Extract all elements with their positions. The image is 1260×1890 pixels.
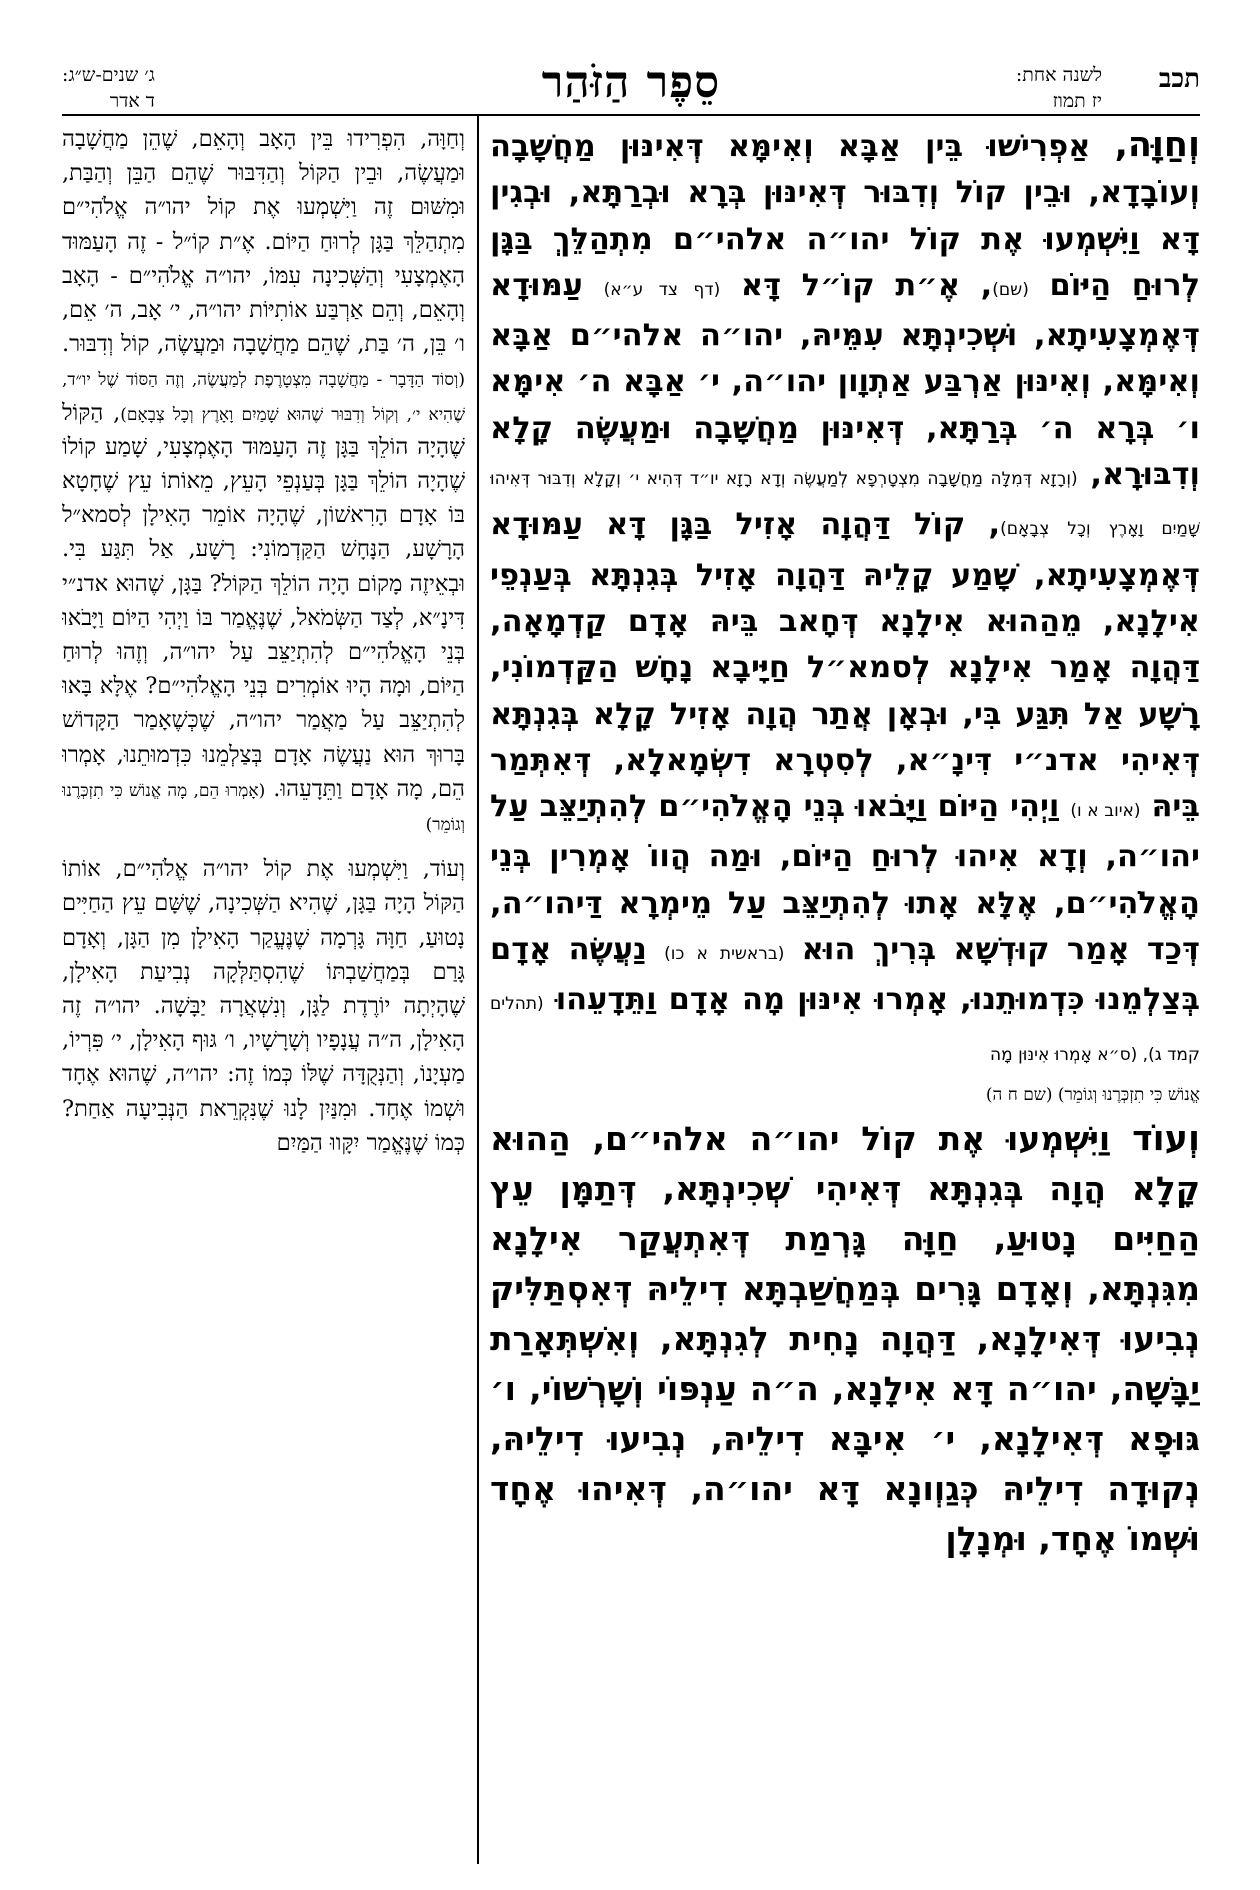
verse-reference: (שם ח ה) — [985, 1084, 1053, 1105]
variant-reading: , (ס״א אָמְרוּ אִינּוּן מָה — [990, 1044, 1149, 1065]
schedule-one-year-date: יז תמוז — [1052, 90, 1102, 112]
aramaic-paragraph-1 — [490, 122, 1200, 1078]
translation-paragraph-2 — [62, 852, 465, 1160]
verse-reference: (בראשית א כו) — [664, 944, 785, 965]
verse-reference: (תהלים קמד ג) — [490, 994, 1200, 1065]
text-span: נַעֲשֶׂה אָדָם בְּצַלְמֵנוּ כִּדְמוּתֵנוּ, אָמְרוּ אִינּוּן מָה אָדָם וַתֵּדָעֵהוּ — [490, 932, 1200, 1018]
book-title: סֵפֶר הַזֹּהַר — [541, 57, 721, 108]
variant-reading-continuation — [490, 1082, 1200, 1108]
paragraph-lead-word: וְעוֹד — [1132, 1118, 1200, 1159]
text-span: אַפְרִישׁוּ בֵּין אַבָּא וְאִימָּא דְּאִינּוּן מַחֲשָׁבָה וְעוֹבָדָא, וּבֵין קוֹל וְדִבּוּר דְּאִינּוּן בְּרָא וּבְרַתָּא, וּבְגִין דָּא וַיִּשְׁמְעוּ אֶת קוֹל יהו״ה אלהי״ם מִתְהַלֵּךְ בַּגָּן לְרוּחַ הַיּוֹם — [490, 129, 1200, 303]
text-span: וְעוֹד, וַיִּשְׁמְעוּ אֶת קוֹל יהו״ה אֱלֹהִי״ם, אוֹתוֹ הַקּוֹל הָיָה בַּגָּן, שֶׁהִיא הַשְּׁכִינָה, שֶׁשָּׁם עֵץ הַחַיִּים נָטוּעַ, חַוָּה גָּרְמָה שֶׁנֶּעֱקַר הָאִילָן מִן הַגָּן, וְאָדָם גָּרַם בְּמַחֲשַׁבְתּוֹ שֶׁהִסְתַּלְּקָה נְבִיעַת הָאִילָן, שֶׁהָיְתָה יוֹרֶדֶת לַגָּן, וְנִשְׁאֲרָה יַבָּשָׁה. יהו״ה זֶה הָאִילָן, ה״ה עֲנָפָיו וְשָׁרָשָׁיו, ו׳ גּוּף הָאִילָן, י׳ פִּרְיוֹ, מַעְיָנוֹ, וְהַנְּקֻדָּה שֶׁלּוֹ כְּמוֹ זֶה: יהו״ה, שֶׁהוּא אֶחָד וּשְׁמוֹ אֶחָד. וּמִנַּיִן לָנוּ שֶׁנִּקְרֵאת הַנְּבִיעָה אַחַת? כְּמוֹ שֶׁנֶּאֱמַר יִקָּווּ הַמַּיִם — [62, 856, 465, 1156]
translation-paragraph-1 — [62, 122, 465, 840]
schedule-three-years-date: ד אדר — [109, 90, 155, 112]
verse-reference: (שם) — [992, 279, 1029, 300]
schedule-three-years-label: ג׳ שנים-ש״ג: — [62, 64, 155, 86]
page-reference: (דף צד ע״א) — [603, 279, 721, 300]
schedule-one-year-label: לשנה אחת: — [1015, 64, 1102, 86]
page-header — [62, 56, 1200, 114]
text-span: וַיִּשְׁמְעוּ אֶת קוֹל יהו״ה אלהי״ם, הַהוּא קָלָא הֲוָה בְּגִנְתָּא דְּאִיהִי שְׁכִינְתָּא, דְּתַמָּן עֵץ הַחַיִּים נָטוּעַ, חַוָּה גָּרְמַת דְּאִתְעֲקַר אִילָנָא מִגִּנְתָּא, וְאָדָם גָּרִים בְּמַחֲשַׁבְתָּא דִילֵיהּ דְּאִסְתַּלִּיק נְבִיעוּ דְּאִילָנָא, דַּהֲוָה נָחִית לְגִנְתָּא, וְאִשְׁתְּאָרַת יַבָּשָׁה, יהו״ה דָּא אִילָנָא, ה״ה עַנְפּוֹי וְשָׁרְשׁוֹי, ו׳ גּוּפָא דְּאִילָנָא, י׳ אִיבָּא דִילֵיהּ, נְבִיעוּ דִילֵיהּ, נְקוּדָה דִילֵיהּ כְּגַוְונָא דָּא יהו״ה, דְּאִיהוּ אֶחָד וּשְׁמוֹ אֶחָד, וּמְנָלָן — [490, 1118, 1200, 1558]
page-number: תכב — [1158, 64, 1200, 94]
variant-text: אֱנוֹשׁ כִּי תִזְכְּרֶנוּ וְגוֹמֵר) — [1057, 1084, 1200, 1105]
header-divider — [62, 114, 1200, 116]
schedule-three-years — [62, 62, 155, 114]
verse-reference: (איוב א ו) — [1070, 801, 1141, 822]
text-span: , הַקּוֹל שֶׁהָיָה הוֹלֵךְ בַּגָּן זֶה הָעַמּוּד הָאֶמְצָעִי, שָׁמַע קוֹלוֹ שֶׁהָיָה הוֹלֵךְ בַּגָּן בְּעַנְפֵי הָעֵץ, מֵאוֹתוֹ עֵץ שֶׁחָטָא בּוֹ אָדָם הָרִאשׁוֹן, שֶׁהָיָה אוֹמֵר הָאִילָן לְסמא״ל הָרָשָׁע, הַנָּחָשׁ הַקַּדְמוֹנִי: רָשָׁע, אַל תִּגַּע בִּי. וּבְאֵיזֶה מָקוֹם הָיָה הוֹלֵךְ הַקּוֹל? בַּגָּן, שֶׁהוּא אדנ״י דִּינָ״א, לְצַד הַשְּׂמֹאל, שֶׁנֶּאֱמַר בּוֹ וַיְהִי הַיּוֹם וַיָּבֹאוּ בְּנֵי הָאֱלֹהִי״ם לְהִתְיַצֵּב עַל יהו״ה, וְזֶהוּ לְרוּחַ הַיּוֹם, וּמָה הָיוּ אוֹמְרִים בְּנֵי הָאֱלֹהִי״ם? אֶלָּא בָּאוּ לְהִתְיַצֵּב עַל מַאֲמַר יהו״ה, שֶׁכְּשֶׁאָמַר הַקָּדוֹשׁ בָּרוּךְ הוּא נַעֲשֶׂה אָדָם בְּצַלְמֵנוּ כִּדְמוּתֵנוּ, אָמְרוּ הֵם, מָה אָדָם וַתֵּדָעֵהוּ. — [62, 399, 465, 802]
text-span: וַיְהִי הַיּוֹם וַיָּבֹאוּ בְּנֵי הָאֱלֹהִי״ם לְהִתְיַצֵּב עַל יהו״ה, וְדָא אִיהוּ לְרוּחַ הַיּוֹם, וּמַה הֲווֹ אָמְרִין בְּנֵי הָאֱלֹהִי״ם, אֶלָּא אָתוּ לְהִתְיַצֵּב עַל מֵימְרָא דַּיהו״ה, דְּכַד אָמַר קוּדְשָׁא בְּרִיךְ הוּא — [490, 789, 1200, 968]
parenthetical-note: (וְרָזָא דְּמִלָּה מַחֲשָׁבָה מִצְטָרְפָא לְמַעֲשֶׂה וְדָא רָזָא יו״ד דְּהִיא י׳ וְקָלָא וְדִבּוּר דְּאִיהוּ שָׁמַיִם וָאָרֶץ וְכָל צְבָאָם) — [490, 469, 1200, 540]
parenthetical-note: (וְסוֹד הַדָּבָר - מַחֲשָׁבָה מִצְטָרֶפֶת לְמַעֲשֶׂה, וְזֶה הַסּוֹד שֶׁל יו״ד, שֶׁהִיא י׳, וְקוֹל וְדִבּוּר שֶׁהוּא שָׁמַיִם וָאָרֶץ וְכָל צְבָאָם) — [62, 370, 465, 425]
text-span: , אֶ״ת קוֹ״ל דָּא — [740, 267, 993, 303]
aramaic-text-column — [490, 122, 1200, 1862]
column-divider — [477, 114, 479, 1864]
text-span: עַמּוּדָא דְּאֶמְצָעִיתָא, וּשְׁכִינְתָּא עִמֵּיהּ, יהו״ה אלהי״ם אַבָּא וְאִימָּא, וְאִינּוּן אַרְבַּע אַתְוָון יהו״ה, י׳ אַבָּא ה׳ אִימָּא ו׳ בְּרָא ה׳ בְּרַתָּא, דְּאִינּוּן מַחֲשָׁבָה וּמַעֲשֶׂה קָלָא וְדִבּוּרָא, — [490, 267, 1200, 493]
hebrew-translation-column — [62, 122, 465, 1862]
paragraph-lead-word: וְחַוָּה, — [1114, 125, 1200, 165]
text-span: וְחַוָּה, הִפְרִידוּ בֵּין הָאָב וְהָאֵם, שֶׁהֵן מַחֲשָׁבָה וּמַעֲשֶׂה, וּבֵין הַקּוֹל וְהַדִּבּוּר שֶׁהֵם הַבֵּן וְהַבַּת, וּמִשּׁוּם זֶה וַיִּשְׁמְעוּ אֶת קוֹל יהו״ה אֱלֹהִי״ם מִתְהַלֵּךְ בַּגָּן לְרוּחַ הַיּוֹם. אֶ״ת קוֹ״ל - זֶה הָעַמּוּד הָאֶמְצָעִי וְהַשְּׁכִינָה עִמּוֹ, יהו״ה אֱלֹהִי״ם - הָאָב וְהָאֵם, וְהֵם אַרְבַּע אוֹתִיּוֹת יהו״ה, י׳ אָב, ה׳ אֵם, ו׳ בֵּן, ה׳ בַּת, שֶׁהֵם מַחֲשָׁבָה וּמַעֲשֶׂה, קוֹל וְדִבּוּר. — [62, 126, 465, 358]
aramaic-paragraph-2 — [490, 1114, 1200, 1564]
parenthetical-note: (אָמְרוּ הֵם, מָה אֱנוֹשׁ כִּי תִזְכְּרֶנוּ וְגוֹמֵר) — [62, 780, 465, 836]
text-span: , קוֹל דַּהֲוָה אָזִיל בַּגָּן דָּא עַמּוּדָא דְּאֶמְצָעִיתָא, שָׁמַע קָלֵיהּ דַּהֲוָה אָזִיל בְּגִנְתָּא בְּעַנְפֵי אִילָנָא, מֵהַהוּא אִילָנָא דְּחָאב בֵּיהּ אָדָם קַדְמָאָה, דַּהֲוָה אָמַר אִילָנָא לְסמא״ל חַיָּיבָא נָחָשׁ הַקַּדְמוֹנִי, רָשָׁע אַל תִּגַּע בִּי, וּבְאָן אֲתַר הֲוָה אָזִיל קָלָא בְּגִנְתָּא דְּאִיהִי אדנ״י דִּינָ״א, לְסִטְרָא דִשְׂמָאלָא, דְּאִתְּמַר בֵּיהּ — [490, 507, 1200, 825]
